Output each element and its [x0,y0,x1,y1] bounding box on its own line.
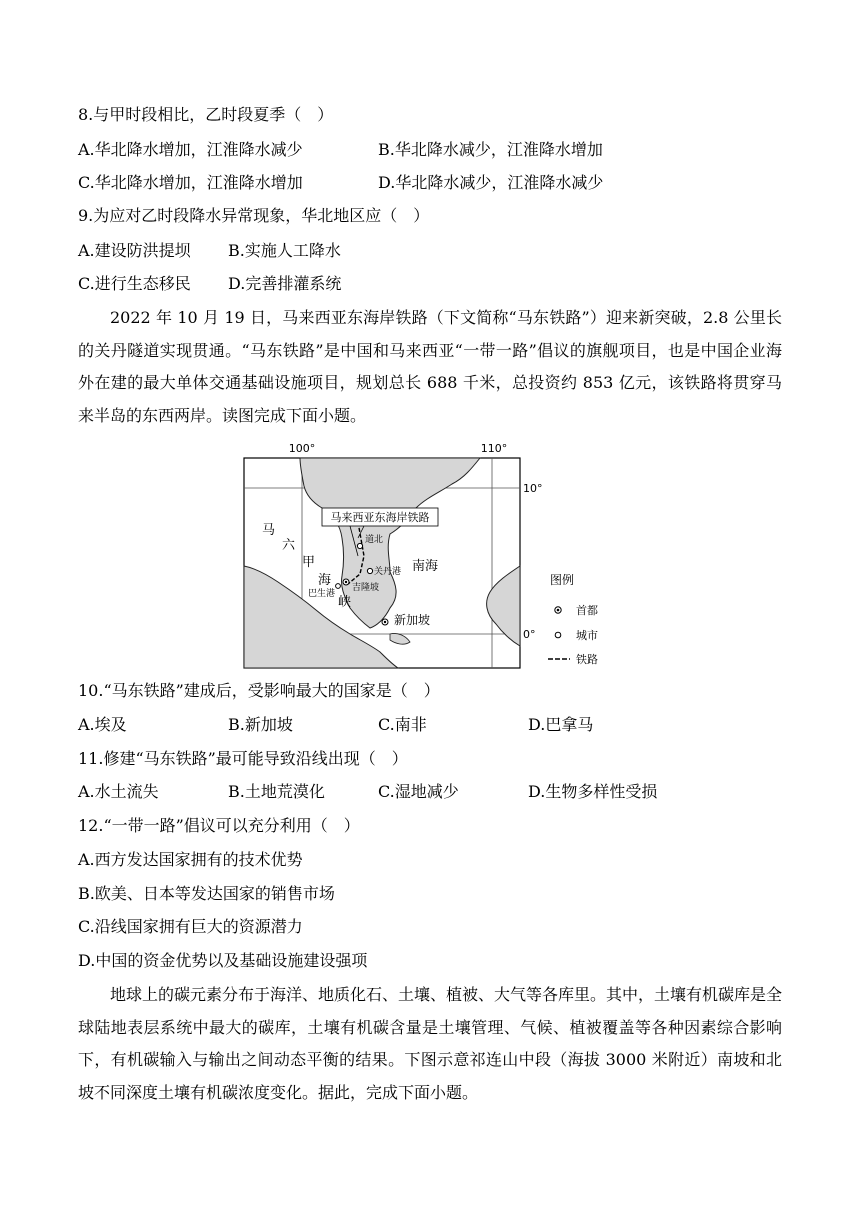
q8-option-c: C.华北降水增加，江淮降水增加 [78,173,303,192]
guandan-label: 关丹港 [374,567,402,577]
railway-label: 马来西亚东海岸铁路 [330,511,430,524]
q10-option-d: D.巴拿马 [528,715,594,734]
strait-char-2: 六 [282,538,296,553]
q12-option-a: A.西方发达国家拥有的技术优势 [78,850,303,869]
lat-label-0: 0° [523,628,536,641]
malaysia-railway-map [240,438,620,670]
q8-option-b: B.华北降水减少，江淮降水增加 [378,140,603,159]
q11-option-b: B.土地荒漠化 [228,782,325,801]
q12-option-c: C.沿线国家拥有巨大的资源潜力 [78,917,303,936]
q11-option-c: C.湿地减少 [378,782,459,801]
legend-city-label: 城市 [576,629,598,642]
q9-option-a: A.建设防洪提坝 [78,241,191,260]
q9-option-c: C.进行生态移民 [78,274,191,293]
lon-label-100: 100° [288,442,316,455]
q9-option-b: B.实施人工降水 [228,241,341,260]
q8-option-d: D.华北降水减少，江淮降水减少 [378,173,604,192]
singapore-dot [384,621,386,623]
strait-char-5: 峡 [338,595,352,610]
question-11-stem: 11.修建“马东铁路”最可能导致沿线出现（ ） [78,749,408,768]
question-9-stem: 9.为应对乙时段降水异常现象，华北地区应（ ） [78,206,430,225]
daobei-label: 道北 [365,535,384,545]
passage-soil-carbon: 地球上的碳元素分布于海洋、地质化石、土壤、植被、大气等各库里。其中，土壤有机碳库是全球陆地表层系统中最大的碳库，土壤有机碳含量是土壤管理、气候、植被覆盖等各种因素综合影响下，有机碳输入与输出之间动态平衡的结果。下图示意祁连山中段（海拔 3000 米附近）南坡和北坡不同深度土壤有机碳浓度变化。据此，完成下面小题。 [78,985,783,1102]
kualalumpur-dot [345,581,347,583]
legend-capital-dot [557,609,560,612]
south-china-sea-label: 南海 [412,559,439,574]
q10-option-b: B.新加坡 [228,715,293,734]
strait-char-4: 海 [318,573,332,588]
legend-city-marker [555,632,561,638]
q8-option-a: A.华北降水增加，江淮降水减少 [78,140,303,159]
strait-char-3: 甲 [302,555,316,570]
question-8-stem: 8.与甲时段相比，乙时段夏季（ ） [78,105,334,124]
daobei-marker [357,543,362,548]
lat-label-10: 10° [523,482,543,495]
q10-option-c: C.南非 [378,715,427,734]
q9-option-d: D.完善排灌系统 [228,274,342,293]
q11-option-a: A.水土流失 [78,782,159,801]
bashengang-label: 巴生港 [308,589,336,599]
question-12-stem: 12.“一带一路”倡议可以充分利用（ ） [78,816,360,835]
q12-option-d: D.中国的资金优势以及基础设施建设强项 [78,951,368,970]
passage-railway: 2022 年 10 月 19 日，马来西亚东海岸铁路（下文简称“马东铁路”）迎来新突破，2.8 公里长的关丹隧道实现贯通。“马东铁路”是中国和马来西亚“一带一路”倡议的旗舰项目，也是中国企业海外在建的最大单体交通基础设施项目，规划总长 688 千米，总投资约 853 亿元，该铁路将贯穿马来半岛的东西两岸。读图完成下面小题。 [78,308,782,425]
q12-option-b: B.欧美、日本等发达国家的销售市场 [78,884,335,903]
q11-option-d: D.生物多样性受损 [528,782,658,801]
legend-title: 图例 [550,573,575,587]
guandan-marker [367,568,372,573]
legend-railway-label: 铁路 [576,653,598,666]
bashengang-marker [336,584,341,589]
jilongpo-label: 吉隆坡 [352,583,380,593]
question-10-stem: 10.“马东铁路”建成后，受影响最大的国家是（ ） [78,681,440,700]
strait-char-1: 马 [262,523,276,538]
legend-capital-label: 首都 [576,604,598,617]
q10-option-a: A.埃及 [78,715,127,734]
lon-label-110: 110° [480,442,508,455]
singapore-label: 新加坡 [394,613,431,627]
